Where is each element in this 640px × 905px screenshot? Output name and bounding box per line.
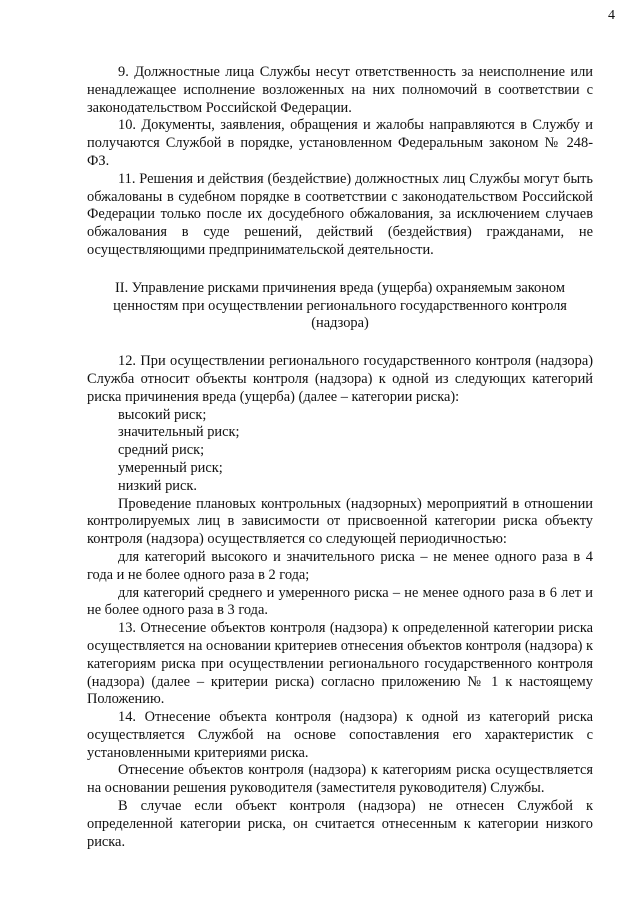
paragraph-assignment-decision: Отнесение объектов контроля (надзора) к категориям риска осуществляется на основании решения руководителя (заместителя руководителя) Службы. xyxy=(87,762,593,797)
risk-category-medium: средний риск; xyxy=(118,442,205,459)
paragraph-10: 10. Документы, заявления, обращения и жалобы направляются в Службу и получаются Службой в порядке, установленном Федеральным законом № 248-ФЗ. xyxy=(87,117,593,169)
paragraph-9: 9. Должностные лица Службы несут ответственность за неисполнение или ненадлежащее исполнение возложенных на них полномочий в соответствии с законодательством Российской Федерации. xyxy=(87,64,593,116)
paragraph-inspection-frequency: Проведение плановых контрольных (надзорных) мероприятий в отношении контролируемых лиц в зависимости от присвоенной категории риска объекту контроля (надзора) осуществляется со следующей периодичностью: xyxy=(87,495,593,548)
risk-category-moderate: умеренный риск; xyxy=(118,459,223,476)
risk-category-significant: значительный риск; xyxy=(118,424,240,441)
risk-category-low: низкий риск. xyxy=(118,477,197,494)
paragraph-high-risk-frequency: для категорий высокого и значительного риска – не менее одного раза в 4 года и не более одного раза в 2 года; xyxy=(87,548,593,583)
paragraph-medium-risk-frequency: для категорий среднего и умеренного риска – не менее одного раза в 6 лет и не более одного раза в 3 года. xyxy=(87,584,593,619)
paragraph-13: 13. Отнесение объектов контроля (надзора) к определенной категории риска осуществляется на основании критериев отнесения объектов контроля (надзора) к категориям риска при осуществлении регионального государственного контроля (надзора) (далее – критерии риска) согласно приложению № 1 к настоящему Положению. xyxy=(87,620,593,708)
paragraph-14: 14. Отнесение объекта контроля (надзора) к одной из категорий риска осуществляется Службой на основе сопоставления его характеристик с установленными критериями риска. xyxy=(87,709,593,761)
page-number: 4 xyxy=(608,8,615,23)
paragraph-11: 11. Решения и действия (бездействие) должностных лиц Службы могут быть обжалованы в судебном порядке в соответствии с законодательством Российской Федерации только после их досудебного обжалования, за исключением случаев обжалования в суде решений, действий (бездействия) гражданами, не осуществляющими предпринимательской деятельности. xyxy=(87,170,593,258)
paragraph-default-low-risk: В случае если объект контроля (надзора) не отнесен Службой к определенной категории риска, он считается отнесенным к категории низкого риска. xyxy=(87,798,593,850)
paragraph-12: 12. При осуществлении регионального государственного контроля (надзора) Служба относит объекты контроля (надзора) к одной из следующих категорий риска причинения вреда (ущерба) (далее – категории риска): xyxy=(87,353,593,405)
document-body xyxy=(87,64,593,851)
section-heading: II. Управление рисками причинения вреда (ущерба) охраняемым законом ценностям при осуществлении регионального государственного контроля (надзора) xyxy=(113,279,567,332)
risk-category-list xyxy=(87,407,593,496)
risk-category-high: высокий риск; xyxy=(118,406,207,423)
